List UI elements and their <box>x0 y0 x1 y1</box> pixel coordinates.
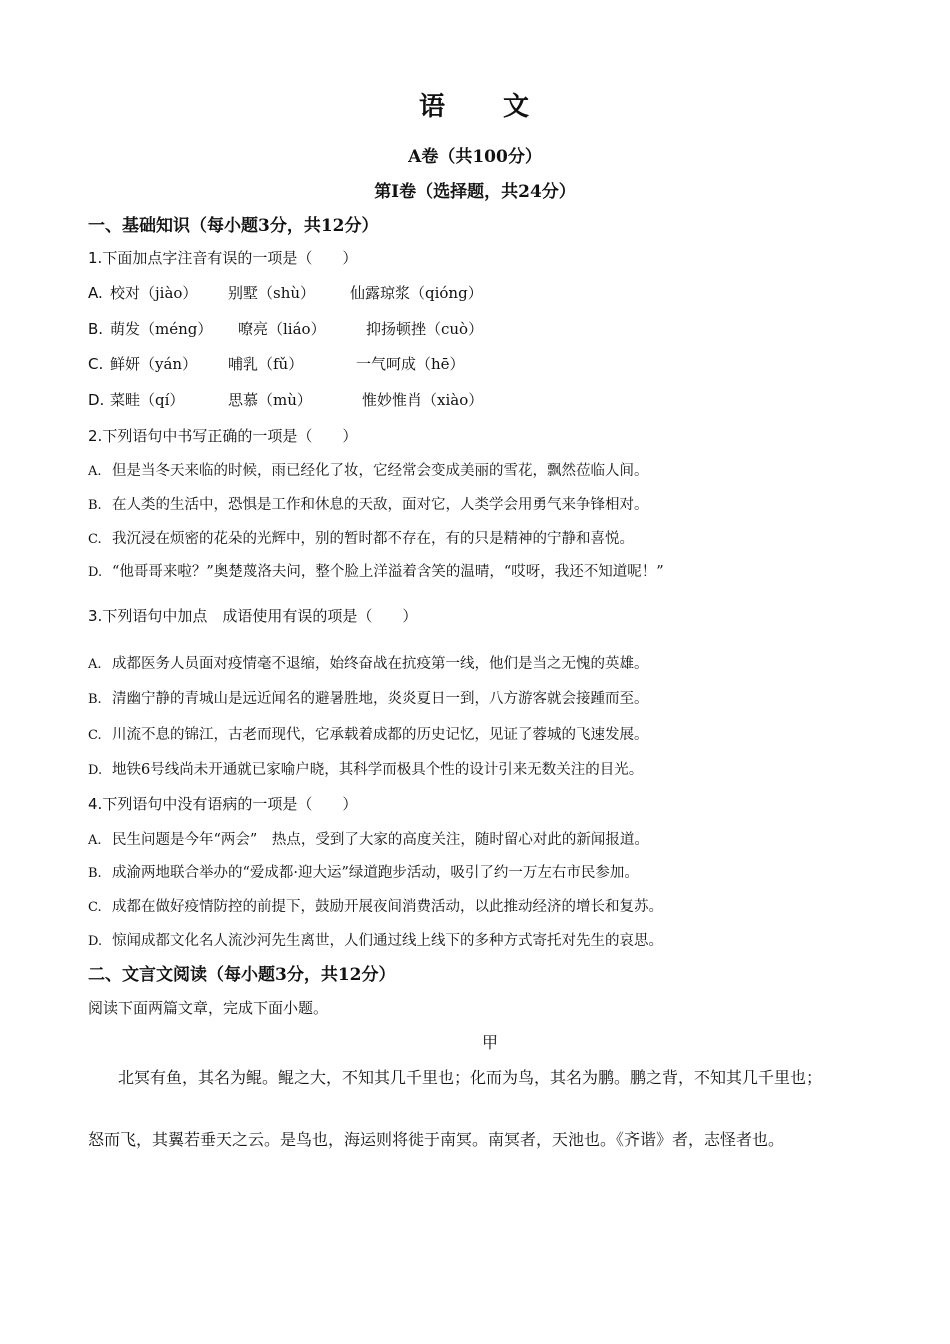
question-stem: 下面加点字注音有误的一项是（ ） <box>102 249 358 267</box>
q2-option-b <box>88 493 649 514</box>
q1-option-d <box>88 389 483 410</box>
question-number: 4. <box>88 795 103 813</box>
question-1 <box>88 247 357 268</box>
option-text: 惊闻成都文化名人流沙河先生离世，人们通过线上线下的多种方式寄托对先生的哀思。 <box>112 933 663 949</box>
q1-option-b <box>88 318 483 339</box>
option-text: 成都医务人员面对疫情毫不退缩，始终奋战在抗疫第一线，他们是当之无愧的英雄。 <box>112 656 649 672</box>
q4-option-a <box>88 828 649 849</box>
option-item: 鲜妍（yán） <box>110 355 198 373</box>
q2-option-d <box>88 560 664 581</box>
q4-option-c <box>88 895 663 916</box>
option-item: 别墅（shù） <box>228 284 316 302</box>
question-stem: 下列语句中加点 成语使用有误的项是（ ） <box>102 607 418 625</box>
option-label: D. <box>88 934 103 949</box>
option-label: C. <box>88 728 102 743</box>
question-4 <box>88 793 357 814</box>
option-item: 哺乳（fǔ） <box>228 355 304 373</box>
q3-option-b <box>88 687 649 708</box>
option-label: A. <box>88 833 102 848</box>
question-stem: 下列语句中没有语病的一项是（ ） <box>102 795 358 813</box>
option-text: 在人类的生活中，恐惧是工作和休息的天敌，面对它，人类学会用勇气来争锋相对。 <box>112 497 649 513</box>
option-label: A. <box>88 284 103 302</box>
option-label: C. <box>88 355 104 373</box>
option-label: A. <box>88 657 102 672</box>
section2-intro: 阅读下面两篇文章，完成下面小题。 <box>88 999 329 1017</box>
section2-heading: 二、文言文阅读（每小题3分，共12分） <box>88 965 396 985</box>
option-item: 仙露琼浆（qióng） <box>350 284 483 302</box>
option-text: 但是当冬天来临的时候，雨已经化了妆，它经常会变成美丽的雪花，飘然莅临人间。 <box>112 463 649 479</box>
option-label: D. <box>88 391 105 409</box>
passage-line-1: 北冥有鱼，其名为鲲。鲲之大，不知其几千里也；化而为鸟，其名为鹏。鹏之背，不知其几千里也； <box>118 1068 823 1087</box>
q3-option-c <box>88 723 649 744</box>
question-number: 3. <box>88 607 103 625</box>
page-title: 语 文 <box>418 92 531 122</box>
option-text: 清幽宁静的青城山是远近闻名的避暑胜地，炎炎夏日一到，八方游客就会接踵而至。 <box>112 691 649 707</box>
option-label: B. <box>88 692 102 707</box>
section1-heading: 一、基础知识（每小题3分，共12分） <box>88 216 379 236</box>
option-item: 一气呵成（hē） <box>356 355 465 373</box>
part-heading: 第Ⅰ卷（选择题，共24分） <box>374 182 576 202</box>
passage-line-2: 怒而飞，其翼若垂天之云。是鸟也，海运则将徙于南冥。南冥者，天池也。《齐谐》者，志怪者也。 <box>88 1130 785 1149</box>
option-item: 嘹亮（liáo） <box>238 320 326 338</box>
option-text: 民生问题是今年“两会” 热点，受到了大家的高度关注，随时留心对此的新闻报道。 <box>112 832 649 848</box>
option-text: “他哥哥来啦？”奥楚蔑洛夫问，整个脸上洋溢着含笑的温晴，“哎呀，我还不知道呢！” <box>112 564 664 580</box>
option-label: B. <box>88 866 102 881</box>
option-label: C. <box>88 532 102 547</box>
option-label: C. <box>88 900 102 915</box>
question-stem: 下列语句中书写正确的一项是（ ） <box>102 427 358 445</box>
option-item: 惟妙惟肖（xiào） <box>362 391 484 409</box>
q1-option-c <box>88 353 465 374</box>
question-2 <box>88 425 357 446</box>
option-item: 菜畦（qí） <box>110 391 185 409</box>
option-item: 萌发（méng） <box>110 320 213 338</box>
q3-option-a <box>88 652 649 673</box>
q1-option-a <box>88 282 483 303</box>
q4-option-d <box>88 929 663 950</box>
option-item: 思慕（mù） <box>228 391 312 409</box>
question-number: 1. <box>88 249 103 267</box>
option-text: 地铁6号线尚未开通就已家喻户晓，其科学而极具个性的设计引来无数关注的目光。 <box>112 762 644 778</box>
option-label: B. <box>88 498 102 513</box>
option-label: D. <box>88 565 103 580</box>
q2-option-c <box>88 527 634 548</box>
option-text: 成渝两地联合举办的“爱成都·迎大运”绿道跑步活动，吸引了约一万左右市民参加。 <box>112 865 639 881</box>
question-number: 2. <box>88 427 103 445</box>
option-item: 校对（jiào） <box>110 284 198 302</box>
option-label: D. <box>88 763 103 778</box>
q4-option-b <box>88 861 639 882</box>
option-text: 我沉浸在烦密的花朵的光辉中，别的暂时都不存在，有的只是精神的宁静和喜悦。 <box>112 531 634 547</box>
question-3 <box>88 605 417 626</box>
passage-title: 甲 <box>481 1033 498 1052</box>
option-item: 抑扬顿挫（cuò） <box>366 320 484 338</box>
q3-option-d <box>88 758 643 779</box>
option-label: B. <box>88 320 104 338</box>
volume-heading: A卷（共100分） <box>408 147 542 167</box>
option-label: A. <box>88 464 102 479</box>
option-text: 川流不息的锦江，古老而现代，它承载着成都的历史记忆，见证了蓉城的飞速发展。 <box>112 727 649 743</box>
q2-option-a <box>88 459 649 480</box>
option-text: 成都在做好疫情防控的前提下，鼓励开展夜间消费活动，以此推动经济的增长和复苏。 <box>112 899 663 915</box>
